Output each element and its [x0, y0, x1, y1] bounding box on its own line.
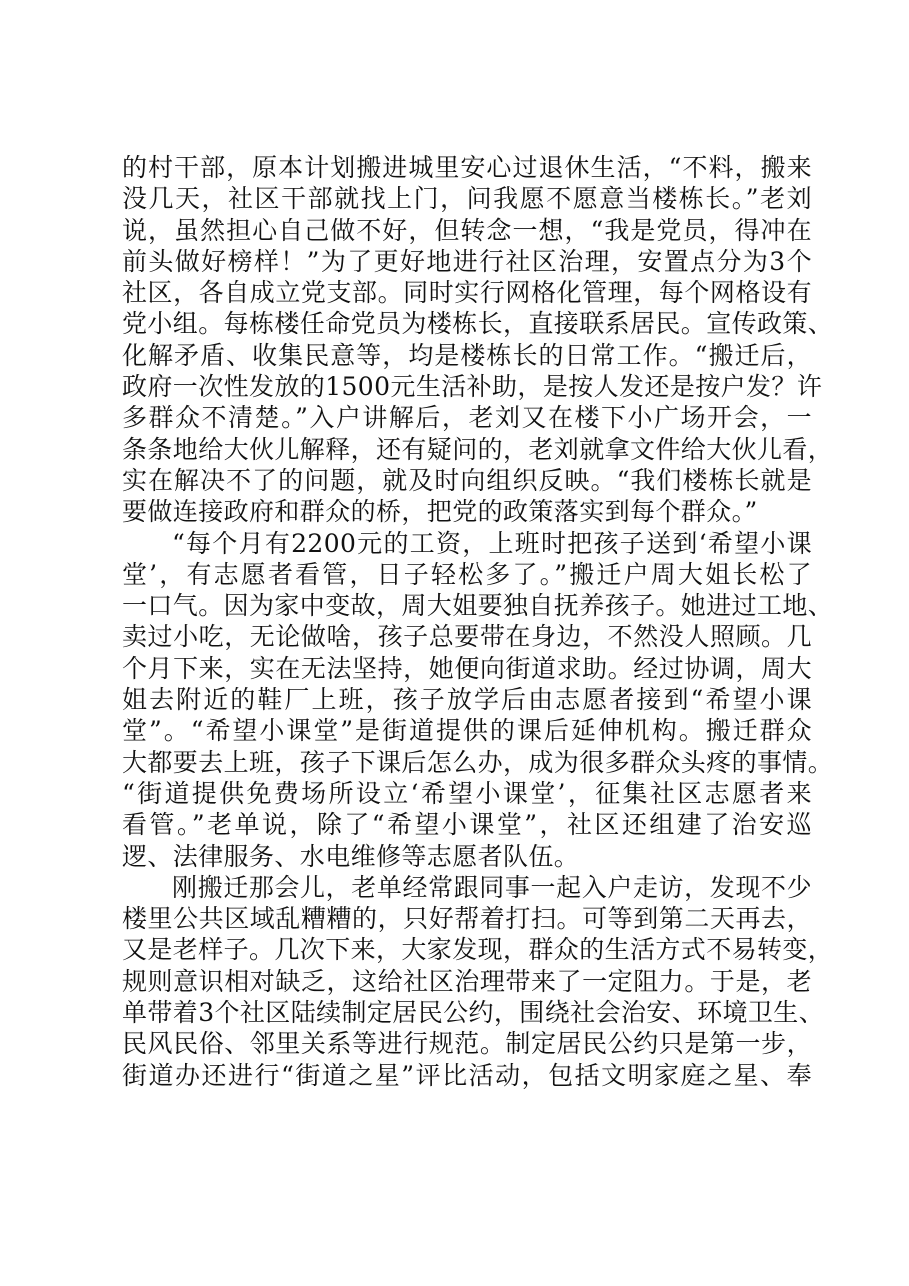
paragraph [122, 872, 834, 1091]
text-line: 一口气。因为家中变故，周大姐要独自抚养孩子。她进过工地、 [122, 591, 834, 621]
text-line: 的村干部，原本计划搬进城里安心过退休生活，“不料，搬来 [122, 153, 812, 182]
paragraph [122, 152, 834, 528]
text-line: 多群众不清楚。”入户讲解后，老刘又在楼下小广场开会，一 [122, 403, 812, 433]
text-line: 社区，各自成立党支部。同时实行网格化管理，每个网格设有 [122, 278, 812, 308]
text-line: 看管。”老单说，除了“希望小课堂”，社区还组建了治安巡 [122, 810, 812, 840]
text-line: 又是老样子。几次下来，大家发现，群众的生活方式不易转变， [122, 935, 834, 965]
text-line: 街道办还进行“街道之星”评比活动，包括文明家庭之星、奉 [122, 1060, 812, 1090]
text-line: 民风民俗、邻里关系等进行规范。制定居民公约只是第一步， [122, 1029, 812, 1059]
text-line: 规则意识相对缺乏，这给社区治理带来了一定阻力。于是，老 [122, 966, 812, 996]
text-line: 姐去附近的鞋厂上班，孩子放学后由志愿者接到“希望小课 [122, 685, 812, 715]
text-line: 实在解决不了的问题，就及时向组织反映。“我们楼栋长就是 [122, 465, 812, 495]
body-text [122, 152, 834, 1091]
text-line: 条条地给大伙儿解释，还有疑问的，老刘就拿文件给大伙儿看， [122, 434, 834, 464]
text-line: “每个月有2200元的工资，上班时把孩子送到‘希望小课 [172, 528, 812, 558]
text-line: 堂’，有志愿者看管，日子轻松多了。”搬迁户周大姐长松了 [122, 559, 812, 589]
text-line: 要做连接政府和群众的桥，把党的政策落实到每个群众。” [122, 497, 758, 527]
text-line: “街道提供免费场所设立‘希望小课堂’，征集社区志愿者来 [122, 778, 812, 808]
text-line: 逻、法律服务、水电维修等志愿者队伍。 [122, 841, 580, 871]
text-line: 个月下来，实在无法坚持，她便向街道求助。经过协调，周大 [122, 653, 812, 683]
text-line: 单带着3个社区陆续制定居民公约，围绕社会治安、环境卫生、 [122, 998, 825, 1028]
text-line: 刚搬迁那会儿，老单经常跟同事一起入户走访，发现不少 [172, 872, 812, 902]
text-line: 说，虽然担心自己做不好，但转念一想，“我是党员，得冲在 [122, 215, 812, 245]
text-line: 化解矛盾、收集民意等，均是楼栋长的日常工作。“搬迁后， [122, 340, 812, 370]
text-line: 卖过小吃，无论做啥，孩子总要带在身边，不然没人照顾。几 [122, 622, 812, 652]
text-line: 政府一次性发放的1500元生活补助，是按人发还是按户发？许 [122, 372, 823, 402]
paragraph [122, 528, 834, 872]
text-line: 大都要去上班，孩子下课后怎么办，成为很多群众头疼的事情。 [122, 747, 834, 777]
text-line: 没几天，社区干部就找上门，问我愿不愿意当楼栋长。”老刘 [122, 184, 812, 214]
text-line: 党小组。每栋楼任命党员为楼栋长，直接联系居民。宣传政策、 [122, 309, 834, 339]
text-line: 堂”。“希望小课堂”是街道提供的课后延伸机构。搬迁群众 [122, 716, 812, 746]
text-line: 楼里公共区域乱糟糟的，只好帮着打扫。可等到第二天再去， [122, 904, 812, 934]
text-line: 前头做好榜样！”为了更好地进行社区治理，安置点分为3个 [122, 246, 812, 276]
